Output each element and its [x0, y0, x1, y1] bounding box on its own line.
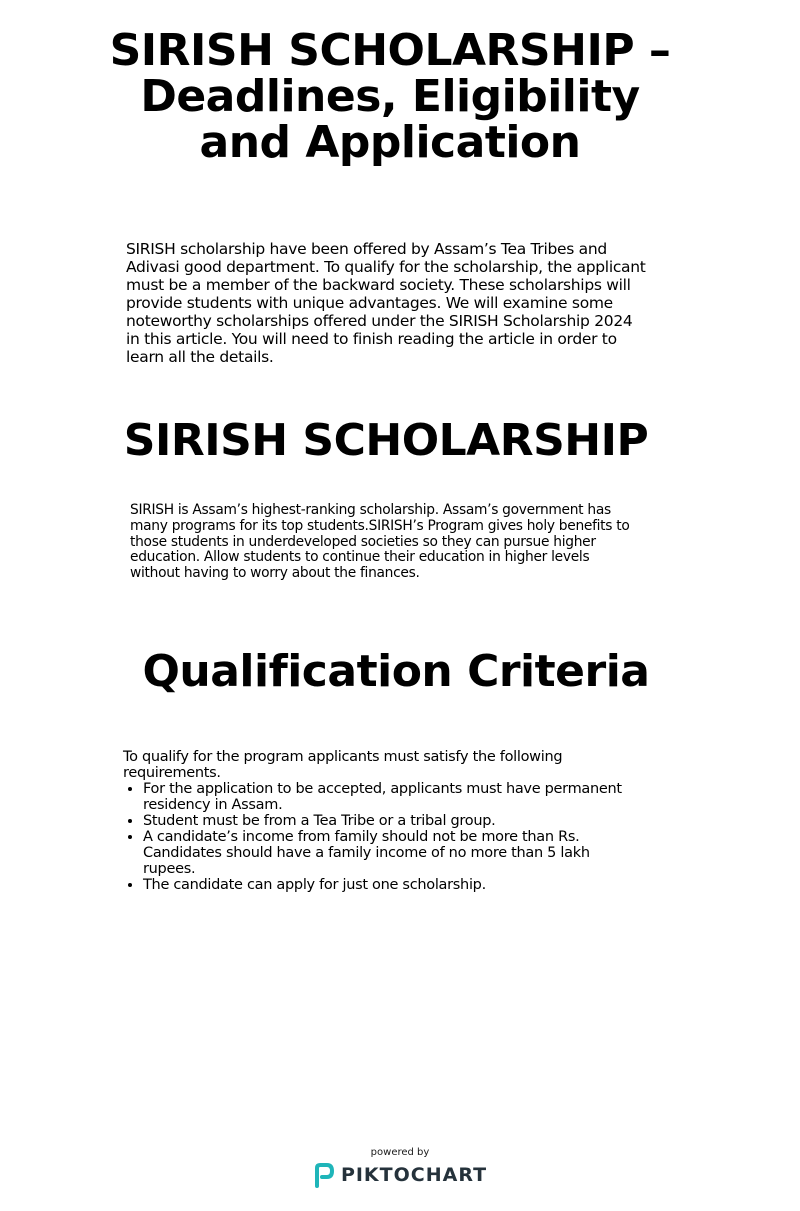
list-item: • Student must be from a Tea Tribe or a tribal group.: [143, 813, 633, 829]
brand-name: PIKTOCHART: [340, 1164, 488, 1186]
piktochart-logo-icon: [313, 1162, 335, 1188]
sirish-paragraph: SIRISH is Assam’s highest-ranking scholarship. Assam’s government has many programs for its top students.SIRISH’s Program gives holy benefits to those students in underdeveloped societies so they can pursue higher education. Allow students to continue their education in higher levels without having to worry about the finances.: [130, 502, 630, 582]
qualification-heading: Qualification Criteria: [142, 646, 650, 697]
qualification-lead: To qualify for the program applicants must satisfy the following requirements.: [123, 749, 563, 781]
list-item: • A candidate’s income from family should not be more than Rs. Candidates should have a family income of no more than 5 lakh rupees.: [143, 829, 633, 877]
page-title: SIRISH SCHOLARSHIP – Deadlines, Eligibility and Application: [109, 25, 671, 168]
powered-by-label: powered by: [370, 1147, 430, 1158]
intro-paragraph: SIRISH scholarship have been offered by Assam’s Tea Tribes and Adivasi good department. To qualify for the scholarship, the applicant must be a member of the backward society. These scholarships will provide students with unique advantages. We will examine some noteworthy scholarships offered under the SIRISH Scholarship 2024 in this article. You will need to finish reading the article in order to learn all the details.: [126, 240, 646, 366]
piktochart-badge[interactable]: [300, 1146, 500, 1192]
sirish-heading: SIRISH SCHOLARSHIP: [123, 415, 649, 466]
list-item: • The candidate can apply for just one scholarship.: [143, 877, 633, 893]
qualification-block: [123, 749, 633, 893]
qualification-list: [123, 781, 633, 893]
list-item: • For the application to be accepted, applicants must have permanent residency in Assam.: [143, 781, 633, 813]
brand-row: [313, 1162, 487, 1188]
